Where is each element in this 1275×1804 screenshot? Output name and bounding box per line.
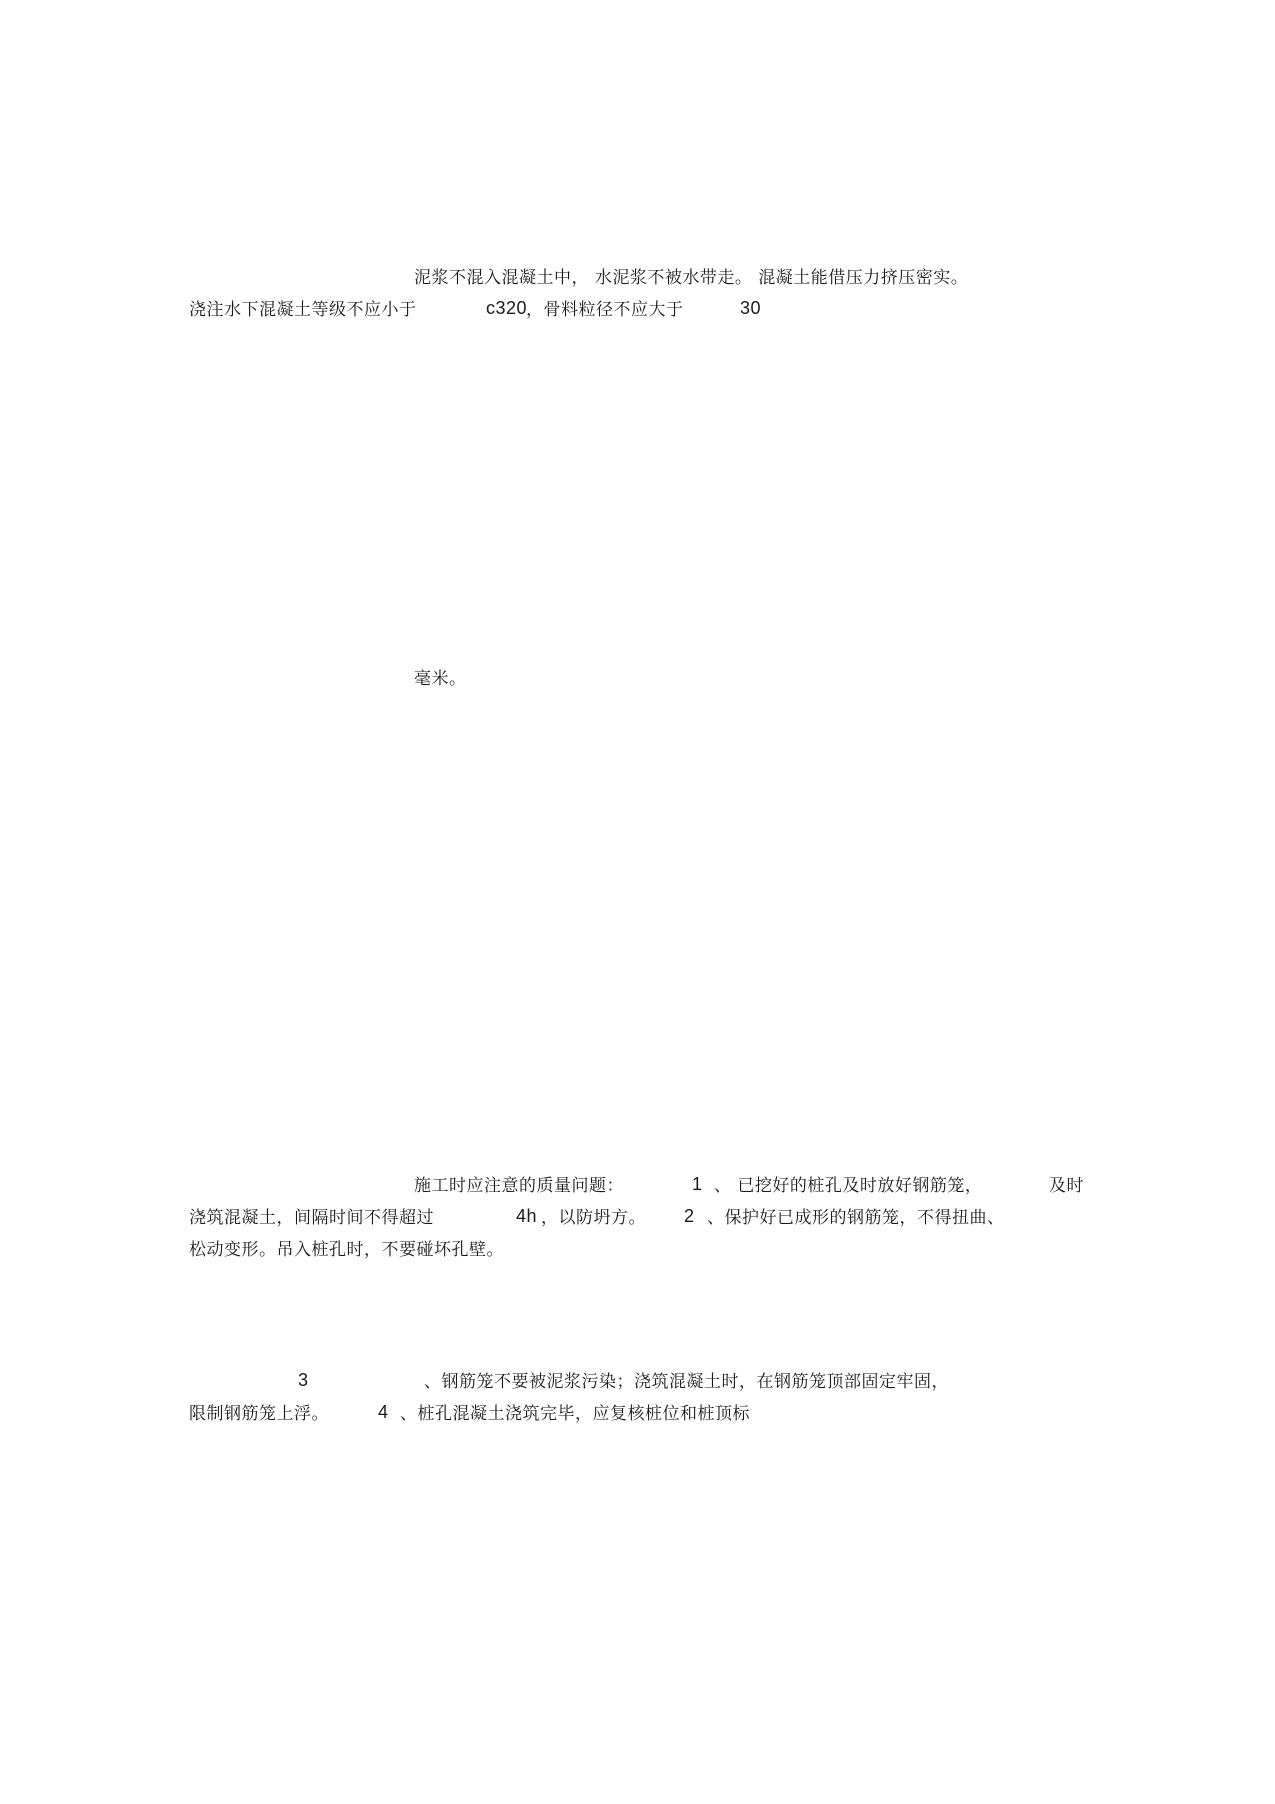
paragraph1-concrete-grade: c320 [486,298,528,318]
paragraph2-line1: 毫米。 [414,669,467,689]
paragraph1-aggregate-size: 30 [740,298,762,318]
paragraph3-line1-text-d: 及时 [1049,1176,1084,1196]
paragraph3-line1-text-a: 施工时应注意的质量问题： [414,1176,624,1196]
paragraph3-item-number-2: 2 [684,1206,695,1226]
paragraph4-line2-text-c: 、桩孔混凝土浇筑完毕，应复核桩位和桩顶标 [400,1404,750,1424]
paragraph1-line1: 泥浆不混入混凝土中， 水泥浆不被水带走。 混凝土能借压力挤压密实。 [414,268,969,288]
paragraph3-line3: 松动变形。吊入桩孔时，不要碰坏孔壁。 [189,1240,504,1260]
paragraph4-item-number-3: 3 [298,1370,309,1390]
paragraph1-line2-text-c: ，骨料粒径不应大于 [526,300,684,320]
paragraph3-line2-text-c: ，以防坍方。 [541,1208,646,1228]
paragraph3-line2-text-e: 、保护好已成形的钢筋笼，不得扭曲、 [707,1208,1005,1228]
paragraph3-line2-text-a: 浇筑混凝土，间隔时间不得超过 [189,1208,434,1228]
paragraph3-item-number-1: 1 [692,1174,703,1194]
paragraph4-line2-text-a: 限制钢筋笼上浮。 [189,1404,329,1424]
paragraph3-line1-text-c: 、 已挖好的桩孔及时放好钢筋笼， [714,1176,983,1196]
paragraph3-interval-hours: 4h [516,1206,538,1226]
paragraph4-item-number-4: 4 [378,1402,389,1422]
paragraph1-line2-text-a: 浇注水下混凝土等级不应小于 [189,300,417,320]
paragraph4-line1-text-b: 、钢筋笼不要被泥浆污染；浇筑混凝土时，在钢筋笼顶部固定牢固， [424,1372,949,1392]
